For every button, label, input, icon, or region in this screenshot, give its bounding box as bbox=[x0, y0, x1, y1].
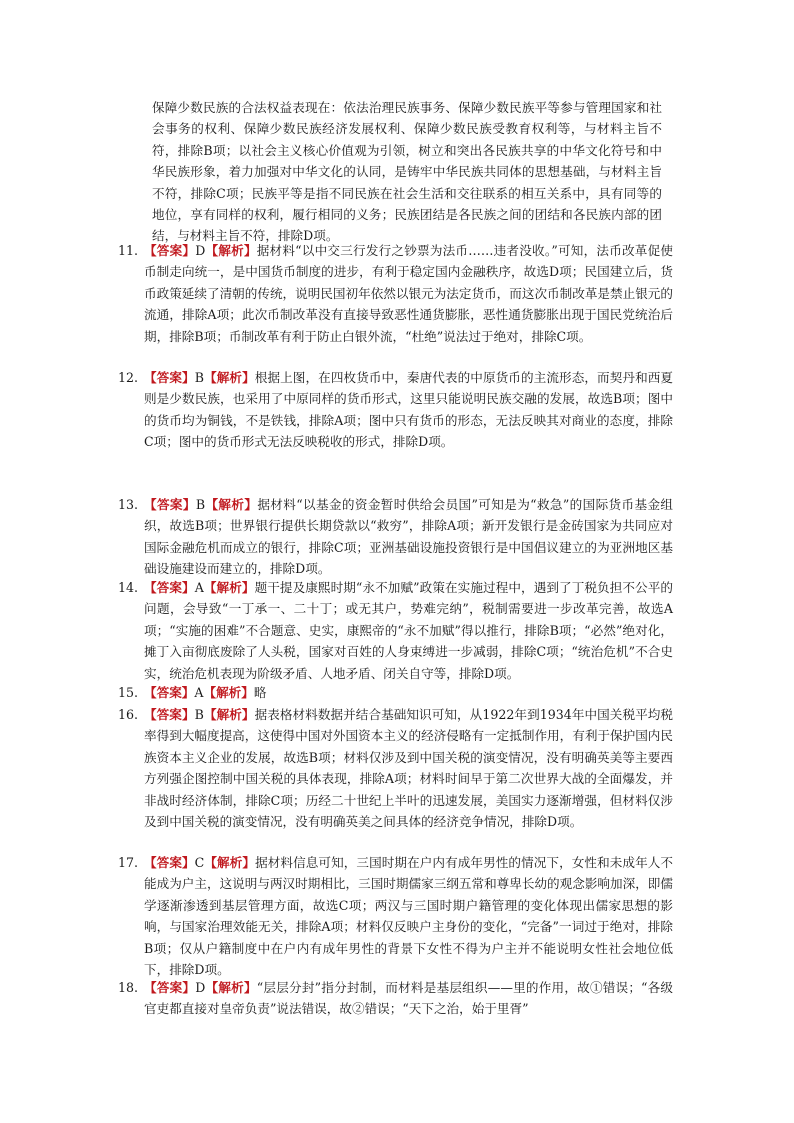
analysis-label: 【解析】 bbox=[203, 370, 255, 385]
answer-item-17 bbox=[118, 852, 673, 980]
item-number: 12. bbox=[118, 370, 139, 385]
answer-value: B bbox=[194, 370, 204, 385]
analysis-text: 据材料信息可知，三国时期在户内有成年男性的情况下，女性和未成年人不能成为户主，这说明与两汉时期相比，三国时期儒家三纲五常和尊卑长幼的观念影响加深，即儒学逐渐渗透到基层管理方面，故选C项；两汉与三国时期户籍管理的变化体现出儒家思想的影响，与国家治理效能无关，排除A项；材料仅反映户主身份的变化，“完备”一词过于绝对，排除B项；仅从户籍制度中在户内有成年男性的背景下女性不得为户主并不能说明女性社会地位低下，排除D项。 bbox=[144, 855, 674, 978]
analysis-label: 【解析】 bbox=[203, 707, 255, 722]
item-number: 17. bbox=[118, 855, 139, 870]
analysis-label: 【解析】 bbox=[204, 855, 256, 870]
item-number: 13. bbox=[118, 497, 139, 512]
analysis-text: 据材料“以基金的资金暂时供给会员国”可知是为“救急”的国际货币基金组织，故选B项；世界银行提供长期贷款以“救穷”，排除A项；新开发银行是金砖国家为共同应对国际金融危机而成立的银行，排除C项；亚洲基础设施投资银行是中国倡议建立的为亚洲地区基础设施建设而建立的，排除D项。 bbox=[144, 497, 673, 577]
item-number: 16. bbox=[118, 707, 139, 722]
answer-value: C bbox=[194, 855, 205, 870]
analysis-label: 【解析】 bbox=[203, 685, 254, 700]
analysis-label: 【解析】 bbox=[205, 497, 258, 512]
answer-item-14 bbox=[118, 577, 673, 684]
continuation-paragraph: 保障少数民族的合法权益表现在：依法治理民族事务、保障少数民族平等参与管理国家和社会事务的权利、保障少数民族经济发展权利、保障少数民族受教育权利等，与材料主旨不符，排除B项；以社会主义核心价值观为引领，树立和突出各民族共享的中华文化符号和中华民族形象，着力加强对中华文化的认同，是铸牢中华民族共同体的思想基础，与材料主旨不符，排除C项；民族平等是指不同民族在社会生活和交往联系的相互关系中，具有同等的地位，享有同样的权利，履行相同的义务；民族团结是各民族之间的团结和各民族内部的团结，与材料主旨不符，排除D项。 bbox=[152, 100, 662, 244]
answer-item-11 bbox=[118, 240, 673, 347]
analysis-label: 【解析】 bbox=[205, 243, 257, 258]
answer-label: 【答案】 bbox=[144, 685, 195, 700]
answer-label: 【答案】 bbox=[144, 580, 195, 595]
analysis-text: 据表格材料数据并结合基础知识可知，从1922年到1934年中国关税平均税率得到大幅度提高，这使得中国对外国资本主义的经济侵略有一定抵制作用，有利于保护国内民族资本主义企业的发展，故选B项；材料仅涉及到中国关税的演变情况，没有明确英美等主要西方列强企图控制中国关税的具体表现，排除A项；材料时间早于第二次世界大战的全面爆发，并非战时经济体制，排除C项；历经二十世纪上半叶的迅速发展，美国实力逐渐增强，但材料仅涉及到中国关税的演变情况，没有明确英美之间具体的经济竞争情况，排除D项。 bbox=[144, 707, 674, 830]
answer-value: B bbox=[195, 497, 206, 512]
analysis-text: “层层分封”指分封制，而材料是基层组织——里的作用，故①错误；“各级官吏都直接对皇帝负责”说法错误，故②错误；“天下之治，始于里胥” bbox=[144, 980, 674, 1017]
item-number: 18. bbox=[118, 980, 139, 995]
answer-item-18 bbox=[118, 977, 673, 1020]
analysis-text: 略 bbox=[253, 685, 267, 700]
answer-label: 【答案】 bbox=[144, 497, 196, 512]
answer-label: 【答案】 bbox=[144, 370, 195, 385]
analysis-text: 题干提及康熙时期“永不加赋”政策在实施过程中，遇到了丁税负担不公平的问题，会导致“一丁承一、二十丁；或无其户，势难完纳”，税制需要进一步改革完善，故选A项；“实施的困难”不合题意、史实，康熙帝的“永不加赋”得以推行，排除B项；“必然”绝对化，摊丁入亩彻底废除了人头税，国家对百姓的人身束缚进一步减弱，排除C项；“统治危机”不合史实，统治危机表现为阶级矛盾、人地矛盾、闭关自守等，排除D项。 bbox=[144, 580, 673, 681]
item-number: 11. bbox=[118, 243, 139, 258]
analysis-text: 据材料“以中交三行发行之钞票为法币……违者没收。”可知，法币改革促使币制走向统一，是中国货币制度的进步，有利于稳定国内金融秩序，故选D项；民国建立后，货币政策延续了清朝的传统，说明民国初年依然以银元为法定货币，而这次币制改革是禁止银元的流通，排除A项；此次币制改革没有直接导致恶性通货膨胀，恶性通货膨胀出现于国民党统治后期，排除B项；币制改革有利于防止白银外流，“杜绝”说法过于绝对，排除C项。 bbox=[144, 243, 674, 344]
answer-item-16 bbox=[118, 704, 673, 832]
answer-item-15 bbox=[118, 682, 673, 703]
answer-value: D bbox=[195, 980, 206, 995]
answer-item-13 bbox=[118, 494, 673, 580]
item-number: 14. bbox=[118, 580, 139, 595]
item-number: 15. bbox=[118, 685, 139, 700]
answer-item-12 bbox=[118, 367, 673, 453]
answer-value: A bbox=[194, 685, 204, 700]
analysis-label: 【解析】 bbox=[203, 580, 255, 595]
answer-label: 【答案】 bbox=[144, 980, 196, 995]
answer-label: 【答案】 bbox=[144, 707, 195, 722]
answer-label: 【答案】 bbox=[144, 855, 195, 870]
analysis-label: 【解析】 bbox=[205, 980, 257, 995]
answer-value: A bbox=[194, 580, 204, 595]
answer-value: D bbox=[195, 243, 206, 258]
answer-value: B bbox=[194, 707, 204, 722]
answer-label: 【答案】 bbox=[144, 243, 196, 258]
analysis-text: 根据上图，在四枚货币中，秦唐代表的中原货币的主流形态，而契丹和西夏则是少数民族，也采用了中原同样的货币形式，这里只能说明民族交融的发展，故选B项；图中的货币均为铜钱，不是铁钱，排除A项；图中只有货币的形态，无法反映其对商业的态度，排除C项；图中的货币形式无法反映税收的形式，排除D项。 bbox=[144, 370, 674, 450]
